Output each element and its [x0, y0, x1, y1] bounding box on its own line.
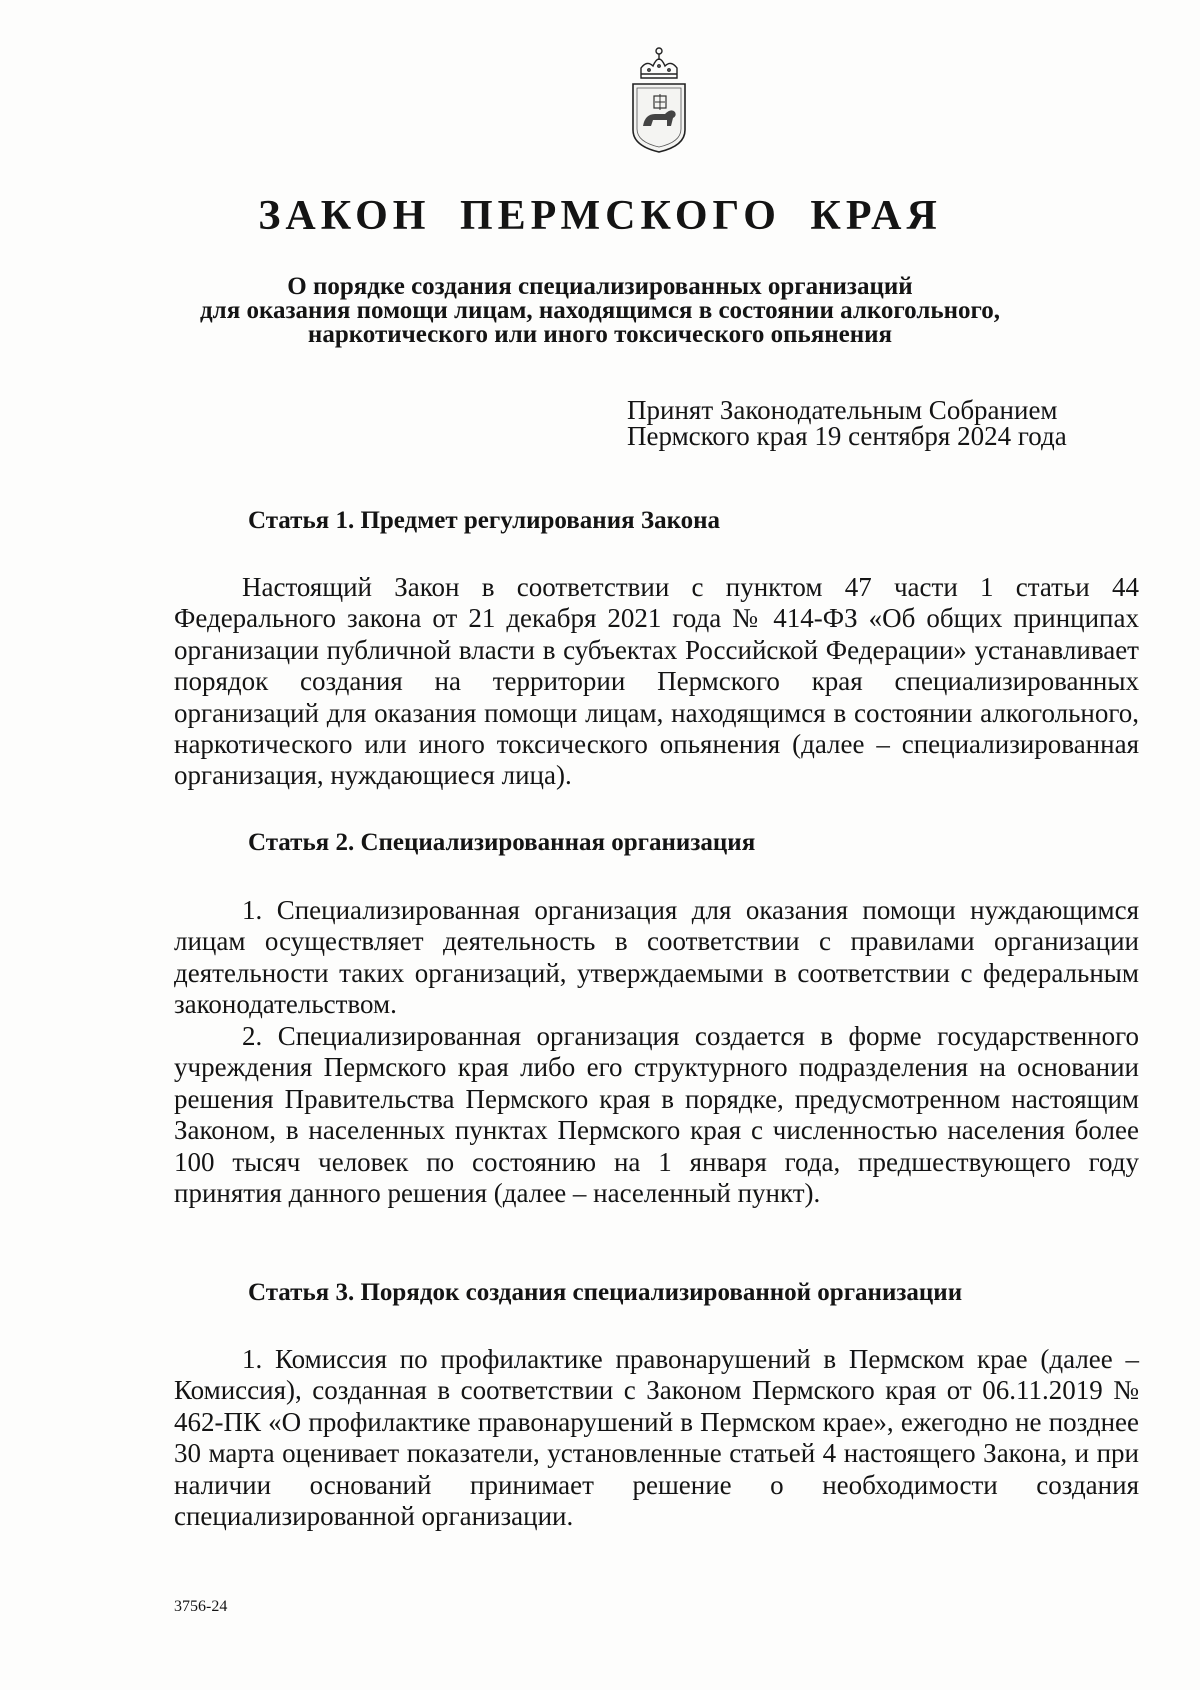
article-3-heading: Статья 3. Порядок создания специализированной организации [248, 1279, 963, 1306]
document-number: 3756-24 [174, 1598, 228, 1615]
coat-of-arms-icon [627, 42, 691, 154]
adoption-line: Принят Законодательным Собранием [627, 395, 1058, 425]
law-subtitle [150, 275, 1050, 347]
article-1-heading: Статья 1. Предмет регулирования Закона [248, 507, 721, 534]
article-3-paragraph: 1. Комиссия по профилактике правонарушений в Пермском крае (далее – Комиссия), созданная в соответствии с Законом Пермского края от 06.11.2019 № 462-ПК «О профилактике правонарушений в Пермском крае», ежегодно не позднее 30 марта оценивает показатели, установленные статьей 4 настоящего Закона, и при наличии оснований принимает решение о необходимости создания специализированной организации. [174, 1344, 1139, 1532]
adoption-note [627, 397, 1147, 449]
subtitle-line: наркотического или иного токсического опьянения [307, 321, 893, 348]
subtitle-line: для оказания помощи лицам, находящимся в состоянии алкогольного, [200, 297, 1000, 324]
article-2-paragraph-2: 2. Специализированная организация создается в форме государственного учреждения Пермского края либо его структурного подразделения на основании решения Правительства Пермского края в порядке, предусмотренном настоящим Законом, в населенных пунктах Пермского края с численностью населения более 100 тысяч человек по состоянию на 1 января года, предшествующего году принятия данного решения (далее – населенный пункт). [174, 1021, 1139, 1209]
article-2-heading: Статья 2. Специализированная организация [248, 829, 756, 856]
adoption-line: Пермского края 19 сентября 2024 года [627, 421, 1067, 451]
law-title: ЗАКОН ПЕРМСКОГО КРАЯ [258, 193, 942, 239]
article-1-paragraph: Настоящий Закон в соответствии с пунктом 47 части 1 статьи 44 Федерального закона от 21 декабря 2021 года № 414-ФЗ «Об общих принципах организации публичной власти в субъектах Российской Федерации» устанавливает порядок создания на территории Пермского края специализированных организаций для оказания помощи лицам, находящимся в состоянии алкогольного, наркотического или иного токсического опьянения (далее – специализированная организация, нуждающиеся лица). [174, 572, 1139, 791]
subtitle-line: О порядке создания специализированных организаций [287, 273, 913, 300]
article-2-paragraph-1: 1. Специализированная организация для оказания помощи нуждающимся лицам осуществляет деятельность в соответствии с правилами организации деятельности таких организаций, утверждаемыми в соответствии с федеральным законодательством. [174, 895, 1139, 1020]
